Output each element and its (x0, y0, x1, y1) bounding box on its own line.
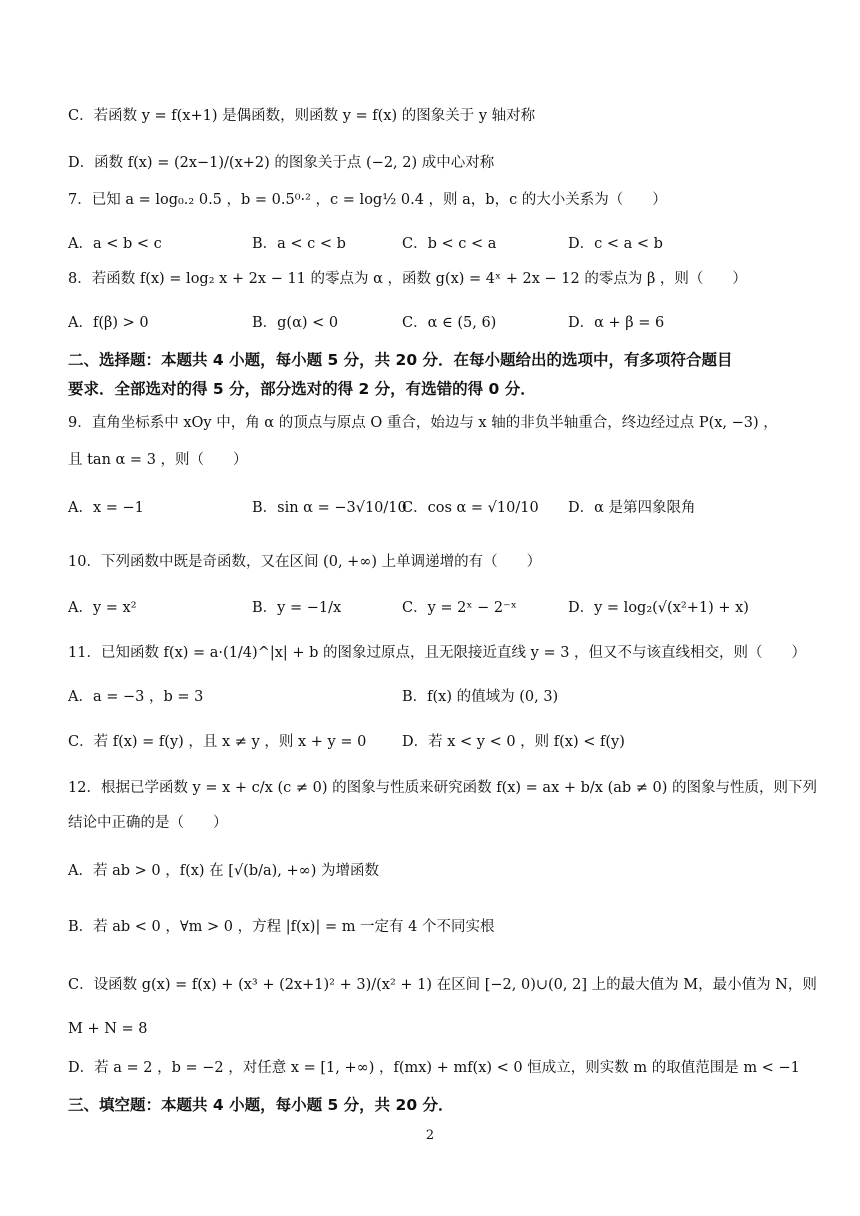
q12-option-d: D．若 a = 2 ，b = −2 ，对任意 x = [1, +∞) ，f(mx) + mf(x) < 0 恒成立，则实数 m 的取值范围是 m < −1 (68, 1060, 800, 1076)
q7-stem: 7．已知 a = log₀.₂ 0.5 ，b = 0.5⁰·² ，c = log½ 0.4 ，则 a，b，c 的大小关系为（ ） (68, 192, 667, 208)
q9-option-a: A．x = −1 (68, 500, 144, 516)
q12-stem-line-1: 12．根据已学函数 y = x + c/x (c ≠ 0) 的图象与性质来研究函数 f(x) = ax + b/x (ab ≠ 0) 的图象与性质，则下列 (68, 780, 818, 796)
section-3-heading: 三、填空题：本题共 4 小题，每小题 5 分，共 20 分． (68, 1096, 454, 1114)
q12-stem-line-2: 结论中正确的是（ ） (68, 815, 228, 831)
q10-option-a: A．y = x² (68, 600, 137, 616)
q10-option-d: D．y = log₂(√(x²+1) + x) (568, 600, 749, 616)
q9-option-d: D．α 是第四象限角 (568, 500, 696, 516)
q7-option-d: D．c < a < b (568, 236, 663, 252)
q12-option-c-line-1: C．设函数 g(x) = f(x) + (x³ + (2x+1)² + 3)/(x² + 1) 在区间 [−2, 0)∪(0, 2] 上的最大值为 M，最小值为 N，则 (68, 977, 817, 993)
q11-option-b: B．f(x) 的值域为 (0, 3) (402, 689, 559, 705)
q8-option-c: C．α ∈ (5, 6) (402, 315, 497, 331)
section-2-heading-line-2: 要求．全部选对的得 5 分，部分选对的得 2 分，有选错的得 0 分． (68, 380, 536, 398)
q12-option-a: A．若 ab > 0 ，f(x) 在 [√(b/a), +∞) 为增函数 (68, 863, 380, 879)
q12-option-b: B．若 ab < 0 ，∀m > 0 ，方程 |f(x)| = m 一定有 4 个不同实根 (68, 919, 495, 935)
q7-option-a: A．a < b < c (68, 236, 162, 252)
q8-option-b: B．g(α) < 0 (252, 315, 339, 331)
q10-stem: 10．下列函数中既是奇函数，又在区间 (0, +∞) 上单调递增的有（ ） (68, 554, 542, 570)
q7-option-b: B．a < c < b (252, 236, 346, 252)
section-2-heading-line-1: 二、选择题：本题共 4 小题，每小题 5 分，共 20 分．在每小题给出的选项中，有多项符合题目 (68, 351, 733, 369)
q8-option-d: D．α + β = 6 (568, 315, 665, 331)
q10-option-b: B．y = −1/x (252, 600, 342, 616)
q9-option-c: C．cos α = √10/10 (402, 500, 539, 516)
q11-option-a: A．a = −3 ，b = 3 (68, 689, 204, 705)
q8-stem: 8．若函数 f(x) = log₂ x + 2x − 11 的零点为 α ，函数 g(x) = 4ˣ + 2x − 12 的零点为 β ，则（ ） (68, 271, 747, 287)
q8-option-a: A．f(β) > 0 (68, 315, 149, 331)
q6-option-c: C．若函数 y = f(x+1) 是偶函数，则函数 y = f(x) 的图象关于 y 轴对称 (68, 108, 536, 124)
q10-option-c: C．y = 2ˣ − 2⁻ˣ (402, 600, 517, 616)
q11-stem: 11．已知函数 f(x) = a·(1/4)^|x| + b 的图象过原点，且无限接近直线 y = 3 ，但又不与该直线相交，则（ ） (68, 645, 807, 661)
q7-option-c: C．b < c < a (402, 236, 497, 252)
page-number: 2 (425, 1128, 435, 1143)
q11-option-c: C．若 f(x) = f(y) ，且 x ≠ y ，则 x + y = 0 (68, 734, 367, 750)
q9-option-b: B．sin α = −3√10/10 (252, 500, 407, 516)
q9-stem-line-2: 且 tan α = 3 ，则（ ） (68, 452, 248, 468)
q12-option-c-line-2: M + N = 8 (68, 1021, 148, 1037)
q9-stem-line-1: 9．直角坐标系中 xOy 中，角 α 的顶点与原点 O 重合，始边与 x 轴的非负半轴重合，终边经过点 P(x, −3) ， (68, 415, 778, 431)
q11-option-d: D．若 x < y < 0 ，则 f(x) < f(y) (402, 734, 625, 750)
q6-option-d: D．函数 f(x) = (2x−1)/(x+2) 的图象关于点 (−2, 2) 成中心对称 (68, 155, 495, 171)
